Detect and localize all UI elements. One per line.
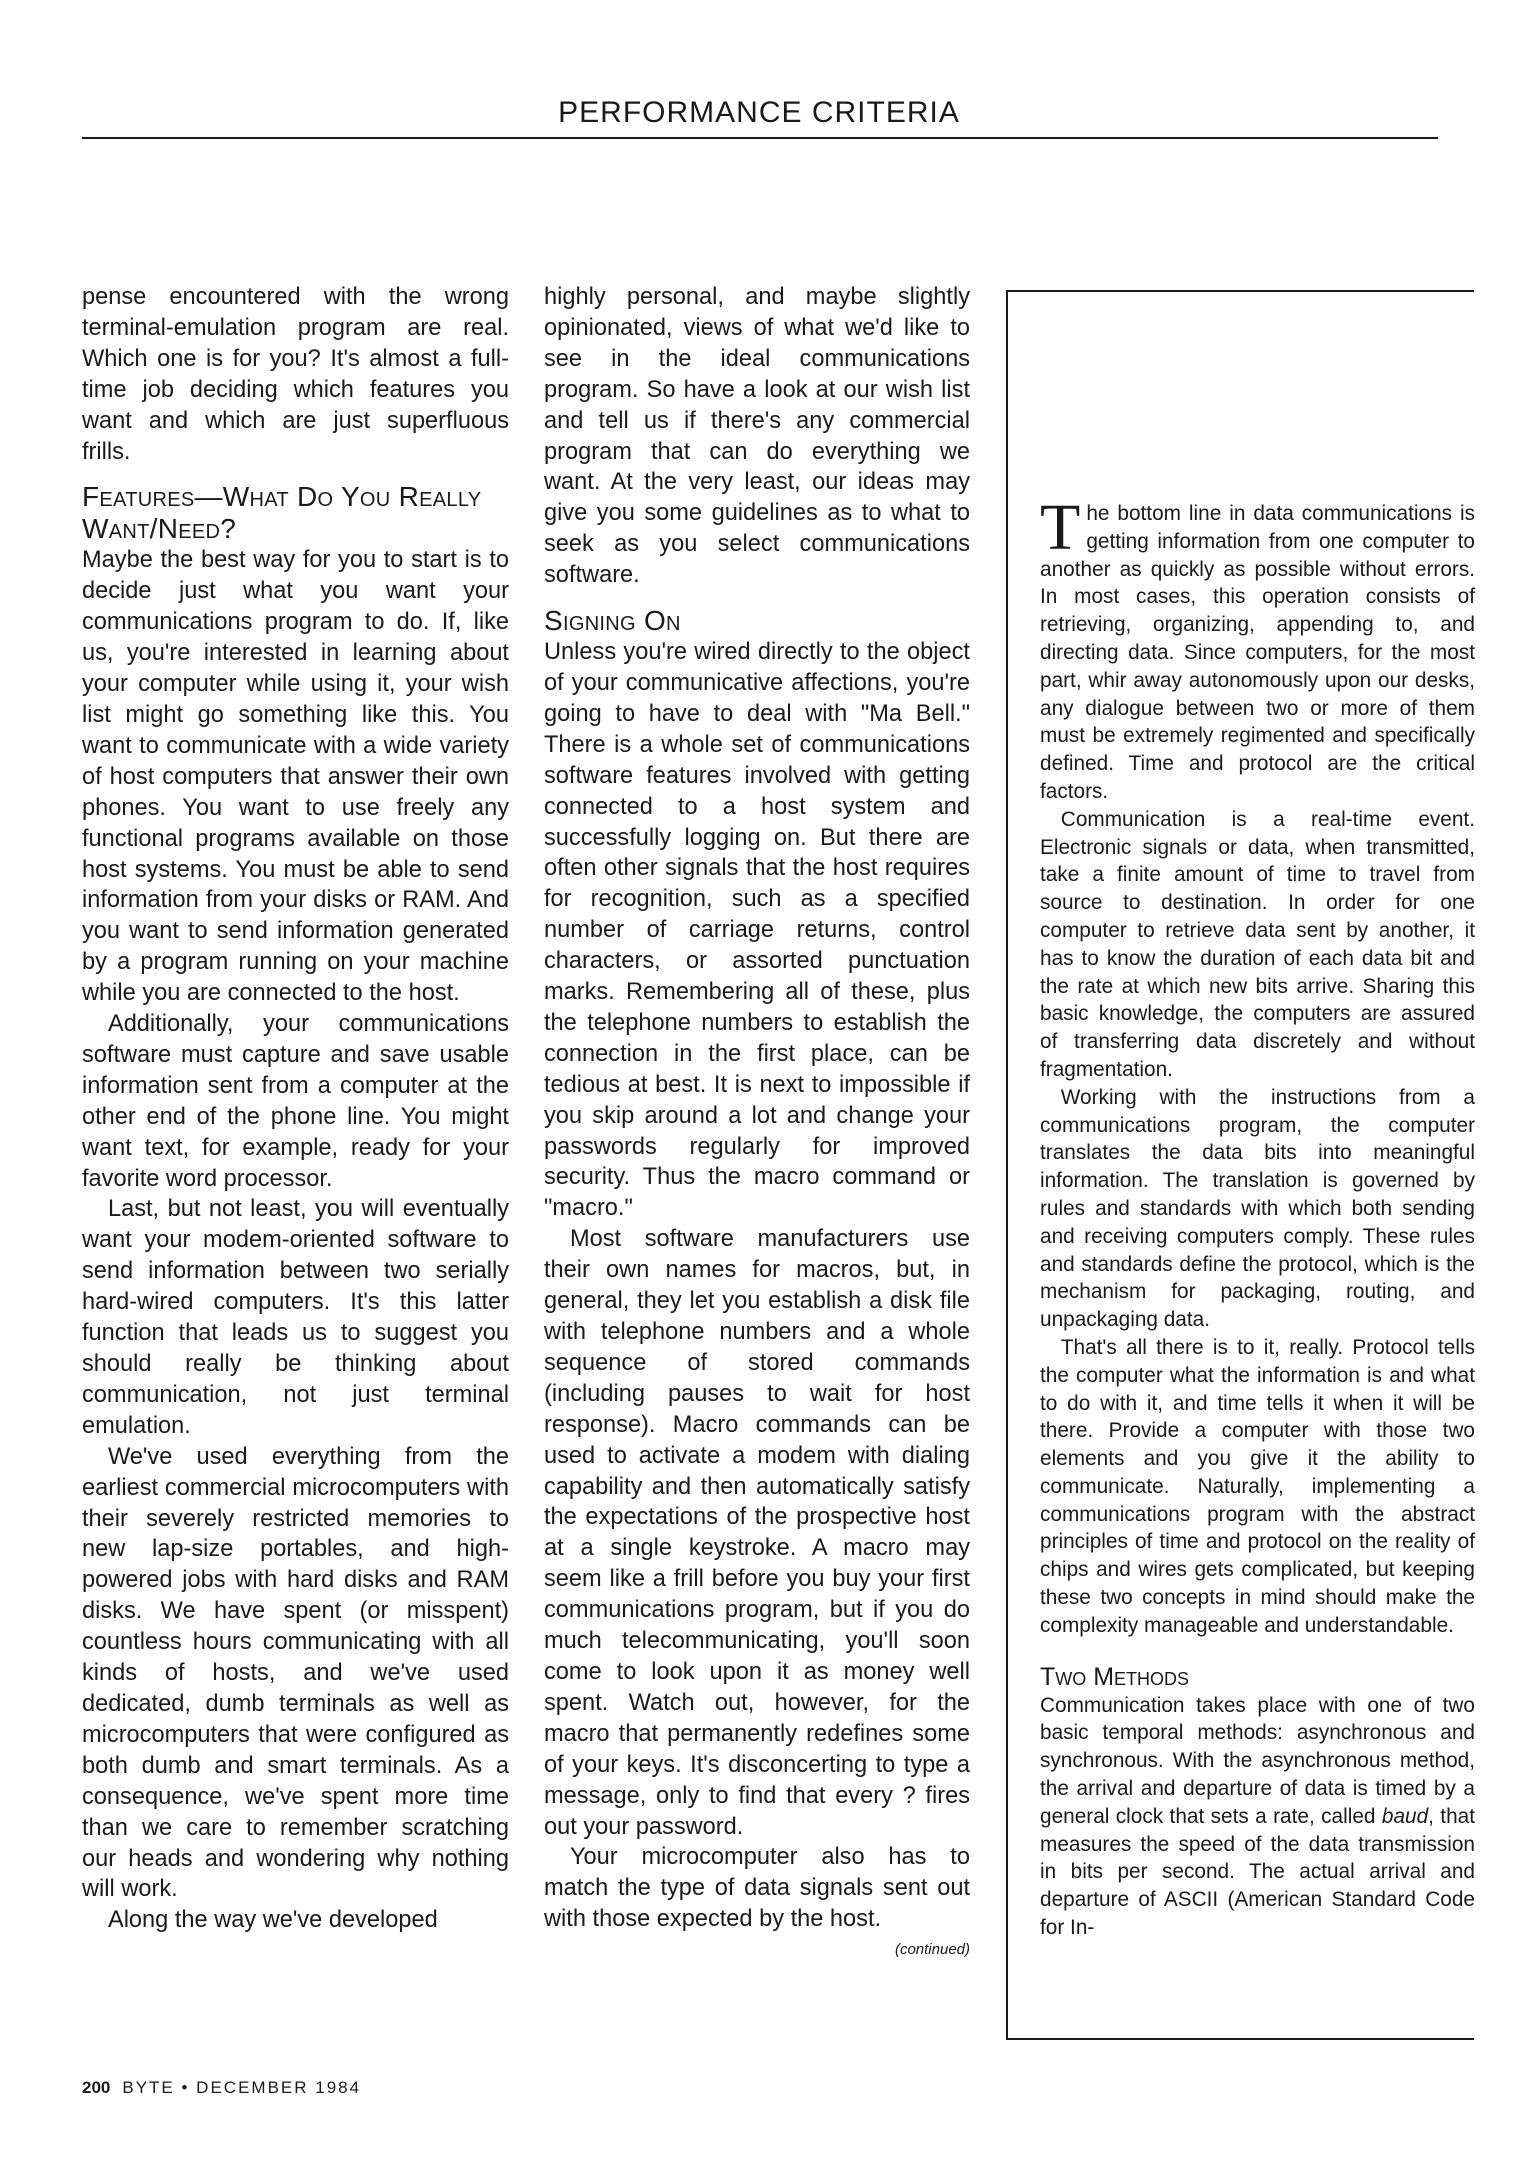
sidebar-paragraph: That's all there is to it, really. Protocol tells the computer what the information is and what to do with it, and time tells it when it will be there. Provide a computer with those two elements and you give it the ability to communicate. Naturally, implementing a communications program with the abstract principles of time and protocol on the reality of chips and wires gets complicated, but keeping these two concepts in mind should make the complexity manageable and understandable.: [1040, 1335, 1475, 1637]
sidebar-box: [1006, 290, 1474, 2040]
publication-info: BYTE • DECEMBER 1984: [122, 2078, 362, 2097]
drop-cap: T: [1040, 491, 1081, 564]
header-rule: [82, 137, 1438, 139]
left-column: [82, 282, 509, 1936]
body-paragraph: Unless you're wired directly to the object of your communicative affections, you're going to have to deal with "Ma Bell." There is a whole set of communications software features involved with getting connected to a host system and successfully logging on. But there are often other signals that the host requires for recognition, such as a specified number of carriage returns, control characters, or assorted punctuation marks. Remembering all of these, plus the telephone numbers to establish the connection in the first place, can be tedious at best. It is next to impossible if you skip around a lot and change your passwords regularly for improved security. Thus the macro command or "macro.": [544, 639, 970, 1222]
body-paragraph: pense encountered with the wrong terminal-emulation program are real. Which one is for you? It's almost a full-time job deciding which features you want and which are just superfluous frills.: [82, 284, 509, 465]
body-paragraph: Most software manufacturers use their own names for macros, but, in general, they let you establish a disk file with telephone numbers and a whole sequence of stored commands (including pauses to wait for host response). Macro commands can be used to activate a modem with dialing capability and then automatically satisfy the expectations of the prospective host at a single keystroke. A macro may seem like a frill before you buy your first communications program, but if you do much telecommunicating, you'll soon come to look upon it as money well spent. Watch out, however, for the macro that permanently redefines some of your keys. It's disconcerting to type a message, only to find that every ? fires out your password.: [544, 1226, 970, 1840]
body-paragraph: Maybe the best way for you to start is to decide just what you want your communications program to do. If, like us, you're interested in learning about your computer while using it, your wish list might go something like this. You want to communicate with a wide variety of host computers that answer their own phones. You want to use freely any functional programs available on those host systems. You must be able to send information from your disks or RAM. And you want to send information generated by a program running on your machine while you are connected to the host.: [82, 547, 509, 1007]
sidebar-first-paragraph: [1040, 491, 1475, 806]
page-header-title: PERFORMANCE CRITERIA: [558, 96, 960, 129]
section-heading-features: Features—What Do You Really Want/Need?: [82, 481, 482, 545]
page-number: 200: [82, 2078, 111, 2097]
body-paragraph: We've used everything from the earliest commercial microcomputers with their severely restricted memories to new lap-size portables, and high-powered jobs with hard disks and RAM disks. We have spent (or misspent) countless hours communicating with all kinds of hosts, and we've used dedicated, dumb terminals as well as microcomputers that were configured as both dumb and smart terminals. As a consequence, we've spent more time than we care to remember scratching our heads and wondering why nothing will work.: [82, 1443, 509, 1903]
body-paragraph: Your microcomputer also has to match the type of data signals sent out with those expected by the host.: [544, 1844, 970, 1933]
section-heading-signing-on: Signing On: [544, 605, 681, 637]
page-footer: [82, 2078, 361, 2098]
sidebar-heading-two-methods: Two Methods: [1040, 1662, 1190, 1691]
continued-note: (continued): [894, 1941, 970, 1959]
sidebar-text: [1040, 491, 1476, 1942]
middle-column: [544, 282, 970, 1963]
sidebar-text-before: Communication takes place with one of two basic temporal methods: asynchronous and synchronous. With the asynchronous method, the arrival and departure of data is timed by a general clock that sets a rate, called: [1040, 1693, 1475, 1828]
body-paragraph: Additionally, your communications software must capture and save usable information sent from a computer at the other end of the phone line. You might want text, for example, ready for your favorite word processor.: [82, 1011, 509, 1192]
sidebar-paragraph: Working with the instructions from a communications program, the computer translates the data bits into meaningful information. The translation is governed by rules and standards with which both sending and receiving computers comply. These rules and standards define the protocol, which is the mechanism for packaging, routing, and unpackaging data.: [1040, 1085, 1475, 1332]
body-paragraph: Last, but not least, you will eventually want your modem-oriented software to send information between two serially hard-wired computers. It's this latter function that leads us to suggest you should really be thinking about communication, not just terminal emulation.: [82, 1196, 509, 1439]
body-paragraph: highly personal, and maybe slightly opinionated, views of what we'd like to see in the ideal communications program. So have a look at our wish list and tell us if there's any commercial program that can do everything we want. At the very least, our ideas may give you some guidelines as to what to seek as you select communications software.: [544, 284, 970, 589]
sidebar-first-paragraph-text: he bottom line in data communications is getting information from one computer to another as quickly as possible without errors. In most cases, this operation consists of retrieving, organizing, appending to, and directing data. Since computers, for the most part, whir away autonomously upon our desks, any dialogue between two or more of them must be extremely regimented and specifically defined. Time and protocol are the critical factors.: [1040, 502, 1475, 803]
sidebar-paragraph: Communication is a real-time event. Electronic signals or data, when transmitted, take a finite amount of time to travel from source to destination. In order for one computer to retrieve data sent by another, it has to know the duration of each data bit and the rate at which new bits arrive. Sharing this basic knowledge, the computers are assured of transferring data discretely and without fragmentation.: [1040, 807, 1475, 1081]
sidebar-text-after: , that measures the speed of the data transmission in bits per second. The actual arrival and departure of ASCII (American Standard Code for In-: [1040, 1804, 1476, 1940]
term-baud: baud: [1381, 1804, 1429, 1828]
sidebar-paragraph: [1040, 1692, 1475, 1942]
body-paragraph: Along the way we've developed: [107, 1907, 438, 1934]
